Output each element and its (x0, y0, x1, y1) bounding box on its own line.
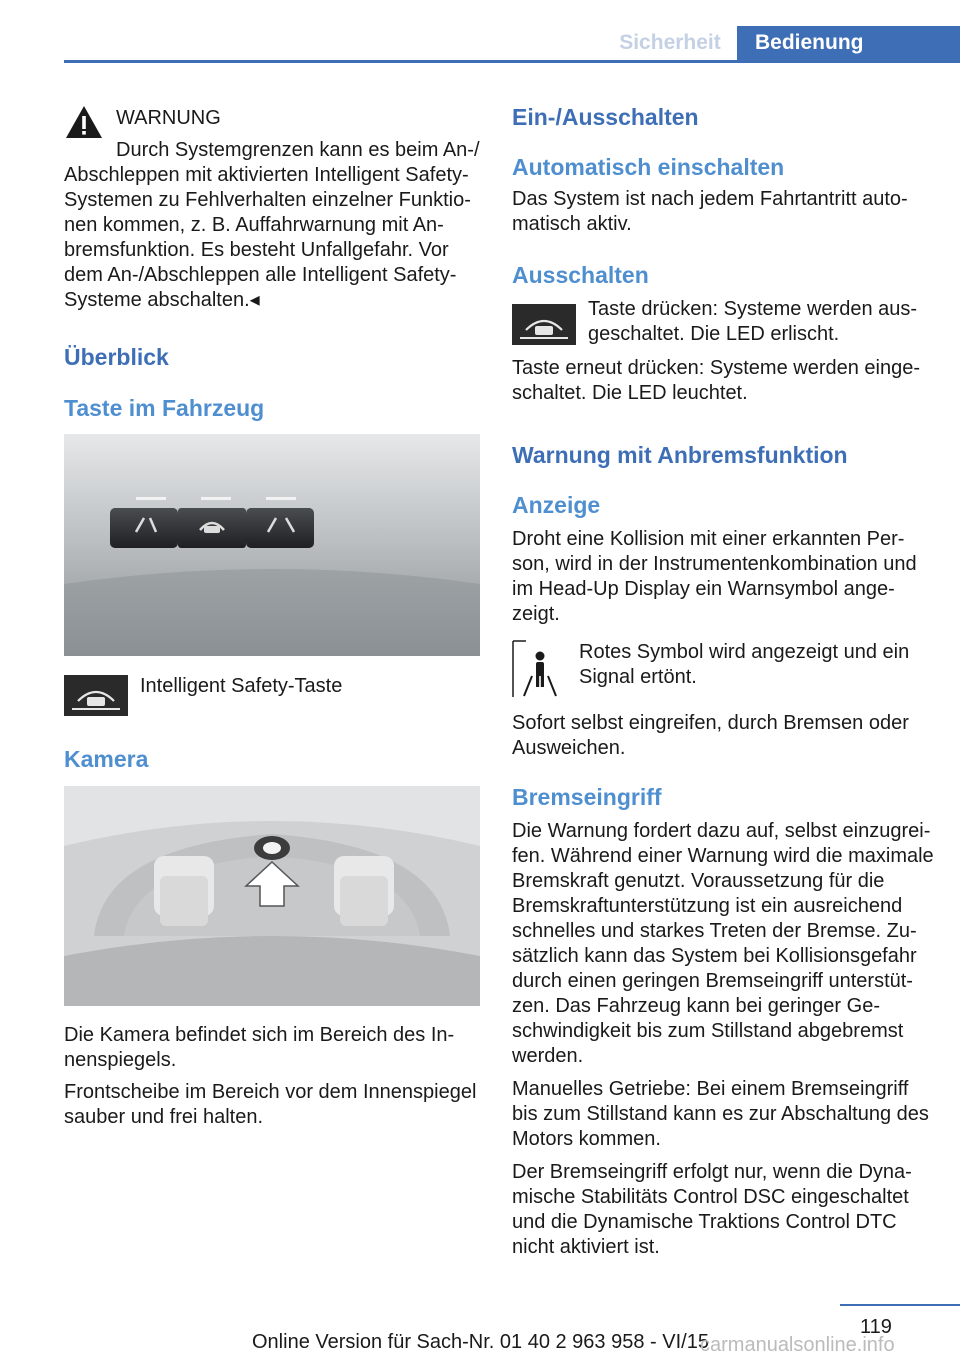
brems-text: schnelles und starkes Treten der Bremse. Zu- (512, 920, 917, 942)
warning-triangle-icon (64, 104, 104, 140)
heading-automatisch-einschalten: Automatisch einschalten (512, 154, 785, 180)
camera-illustration (64, 786, 480, 1006)
brems-text: und die Dynamische Traktions Control DTC (512, 1211, 897, 1233)
auto-text: Das System ist nach jedem Fahrtantritt auto- (512, 188, 908, 210)
heading-ein-ausschalten: Ein-/Ausschalten (512, 104, 699, 130)
anzeige-text: Droht eine Kollision mit einer erkannten Per- (512, 528, 905, 550)
sofort-text: Sofort selbst eingreifen, durch Bremsen oder (512, 712, 909, 734)
ausschalten-text: Taste drücken: Systeme werden aus- (588, 298, 918, 320)
tab-sicherheit[interactable]: Sicherheit (619, 31, 721, 54)
warning-line: Systemen zu Fehlverhalten einzelner Funktio- (64, 189, 471, 211)
brems-text: nicht aktiviert ist. (512, 1236, 660, 1258)
camera-photo (64, 786, 480, 1006)
heading-warnung-anbremsfunktion: Warnung mit Anbremsfunktion (512, 442, 848, 468)
vehicle-buttons-illustration (64, 434, 480, 656)
anzeige-text: im Head-Up Display ein Warnsymbol ange- (512, 578, 895, 600)
heading-anzeige: Anzeige (512, 492, 601, 518)
footer-rule (840, 1304, 960, 1306)
brems-text: Manuelles Getriebe: Bei einem Bremseingriff (512, 1078, 909, 1100)
warning-line: Durch Systemgrenzen kann es beim An-/ (116, 139, 480, 161)
ausschalten-text: geschaltet. Die LED erlischt. (588, 323, 840, 345)
brems-text: Bremskraftunterstützung ist ein ausreichend (512, 895, 903, 917)
brems-text: Motors kommen. (512, 1128, 661, 1150)
anzeige-text: zeigt. (512, 603, 560, 625)
heading-ausschalten: Ausschalten (512, 262, 649, 288)
ausschalten-text: schaltet. Die LED leuchtet. (512, 382, 748, 404)
warning-line: Systeme abschalten.◂ (64, 289, 260, 311)
button-caption: Intelligent Safety-Taste (140, 675, 343, 697)
brems-text: zen. Das Fahrzeug kann bei geringer Ge- (512, 995, 880, 1017)
kamera-text: nenspiegels. (64, 1049, 177, 1071)
symbol-text: Signal ertönt. (579, 666, 697, 688)
heading-bremseingriff: Bremseingriff (512, 784, 662, 810)
brems-text: Der Bremseingriff erfolgt nur, wenn die Dyna- (512, 1161, 912, 1183)
brems-text: werden. (512, 1045, 584, 1067)
vehicle-buttons-photo (64, 434, 480, 656)
ausschalten-text: Taste erneut drücken: Systeme werden einge- (512, 357, 920, 379)
brems-text: Bremskraft genutzt. Voraussetzung für die (512, 870, 885, 892)
warning-line: dem An-/Abschleppen alle Intelligent Safety- (64, 264, 457, 286)
online-version-text: Online Version für Sach-Nr. 01 40 2 963 958 - VI/15 (252, 1331, 709, 1353)
brems-text: bis zum Stillstand kann es zur Abschaltung des (512, 1103, 929, 1125)
warning-title: WARNUNG (116, 107, 221, 129)
brems-text: fen. Während einer Warnung wird die maximale (512, 845, 934, 867)
brems-text: durch einen geringen Bremseingriff unterstüt- (512, 970, 913, 992)
intelligent-safety-icon (64, 675, 128, 716)
sofort-text: Ausweichen. (512, 737, 626, 759)
brems-text: mische Stabilitäts Control DSC eingeschaltet (512, 1186, 909, 1208)
kamera-text: Frontscheibe im Bereich vor dem Innenspiegel (64, 1081, 477, 1103)
symbol-text: Rotes Symbol wird angezeigt und ein (579, 641, 910, 663)
page-number: 119 (860, 1316, 892, 1338)
brems-text: schwindigkeit bis zum Stillstand abgebremst (512, 1020, 904, 1042)
heading-taste-im-fahrzeug: Taste im Fahrzeug (64, 395, 265, 421)
intelligent-safety-icon (512, 304, 576, 345)
watermark: carmanualsonline.info (700, 1334, 895, 1356)
warning-line: bremsfunktion. Es besteht Unfallgefahr. Vor (64, 239, 449, 261)
brems-text: sätzlich kann das System bei Kollisionsgefahr (512, 945, 917, 967)
tab-bedienung[interactable]: Bedienung (737, 26, 960, 60)
kamera-text: Die Kamera befindet sich im Bereich des In- (64, 1024, 455, 1046)
warning-line: nen kommen, z. B. Auffahrwarnung mit An- (64, 214, 444, 236)
heading-kamera: Kamera (64, 746, 149, 772)
anzeige-text: son, wird in der Instrumentenkombination und (512, 553, 917, 575)
warning-line: Abschleppen mit aktivierten Intelligent Safety- (64, 164, 469, 186)
kamera-text: sauber und frei halten. (64, 1106, 264, 1128)
brems-text: Die Warnung fordert dazu auf, selbst einzugrei- (512, 820, 931, 842)
pedestrian-warning-icon (512, 640, 568, 698)
header-rule (64, 60, 960, 63)
auto-text: matisch aktiv. (512, 213, 632, 235)
heading-ueberblick: Überblick (64, 344, 169, 370)
